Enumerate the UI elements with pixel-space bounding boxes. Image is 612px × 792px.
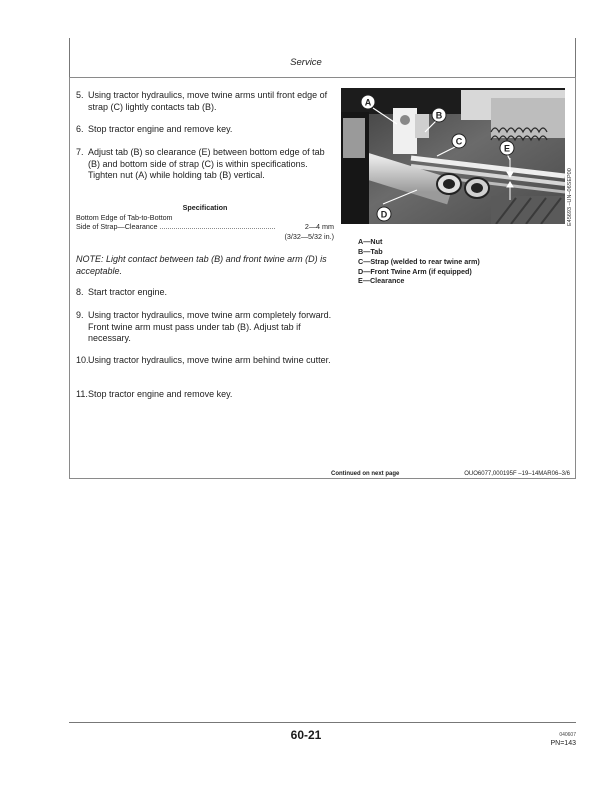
- doc-code: OUO6077,000195F –19–14MAR06–3/6: [464, 471, 570, 477]
- svg-text:A: A: [364, 97, 372, 108]
- callout-d: [377, 207, 391, 221]
- step-9: [76, 310, 334, 345]
- callout-e: [500, 141, 514, 155]
- page-header-title: Service: [290, 57, 322, 68]
- twine-arm-photo: [341, 88, 565, 224]
- step-6: [76, 124, 334, 136]
- step-number: 10.: [76, 355, 89, 365]
- step-7: [76, 147, 334, 182]
- specification-title: Specification: [182, 203, 228, 212]
- svg-text:C: C: [455, 136, 463, 147]
- continued-label: Continued on next page: [331, 471, 400, 477]
- step-number: 5.: [76, 90, 84, 100]
- pn-label: PN=143: [550, 740, 576, 747]
- step-text: Start tractor engine.: [88, 287, 168, 297]
- step-number: 9.: [76, 310, 84, 320]
- step-5: [76, 90, 334, 113]
- step-number: 6.: [76, 124, 84, 134]
- specification-line-3: (3/32—5/32 in.): [284, 232, 334, 241]
- step-text: Using tractor hydraulics, move twine arms until front edge of strap (C) lightly contacts tab (B).: [88, 90, 328, 112]
- specification-line-1: Bottom Edge of Tab-to-Bottom: [76, 213, 173, 222]
- step-11: [76, 389, 334, 401]
- figure-side-code: E45693 –UN–06SEP00: [567, 168, 573, 226]
- callout-a: [361, 95, 375, 109]
- legend-item-d: D—Front Twine Arm (if equipped): [358, 267, 472, 276]
- step-8: [76, 287, 334, 299]
- specification-line-2: [76, 222, 334, 231]
- step-text: Using tractor hydraulics, move twine arm completely forward. Front twine arm must pass under tab (B). Adjust tab if necessary.: [88, 310, 332, 343]
- step-number: 8.: [76, 287, 84, 297]
- legend-item-b: B—Tab: [358, 247, 383, 256]
- svg-text:D: D: [380, 209, 388, 220]
- callout-b: [432, 108, 446, 122]
- legend-item-c: C—Strap (welded to rear twine arm): [358, 257, 480, 266]
- step-text: Stop tractor engine and remove key.: [88, 389, 233, 399]
- step-text: Adjust tab (B) so clearance (E) between bottom edge of tab (B) and bottom side of strap (C) is within specifications. Tighten nut (A) while holding tab (B) vertical.: [88, 147, 325, 180]
- page-number: 60-21: [290, 728, 322, 742]
- svg-text:B: B: [435, 110, 443, 121]
- step-10: [76, 355, 334, 367]
- page-code: 040607: [559, 732, 576, 738]
- footer-rule: [69, 722, 576, 723]
- twine-arm-illustration: [341, 88, 565, 224]
- callout-c: [452, 134, 466, 148]
- step-number: 7.: [76, 147, 84, 157]
- legend-item-e: E—Clearance: [358, 276, 405, 285]
- note: NOTE: Light contact between tab (B) and front twine arm (D) is acceptable.: [76, 254, 327, 276]
- specification-value: 2—4 mm: [304, 222, 334, 231]
- specification-label: Side of Strap—Clearance: [76, 222, 158, 231]
- step-text: Stop tractor engine and remove key.: [88, 124, 233, 134]
- legend-item-a: A—Nut: [358, 237, 383, 246]
- step-number: 11.: [76, 389, 88, 399]
- step-text: Using tractor hydraulics, move twine arm behind twine cutter.: [88, 355, 331, 365]
- svg-text:E: E: [503, 143, 511, 154]
- specification-leader: ..........................................................: [159, 222, 276, 231]
